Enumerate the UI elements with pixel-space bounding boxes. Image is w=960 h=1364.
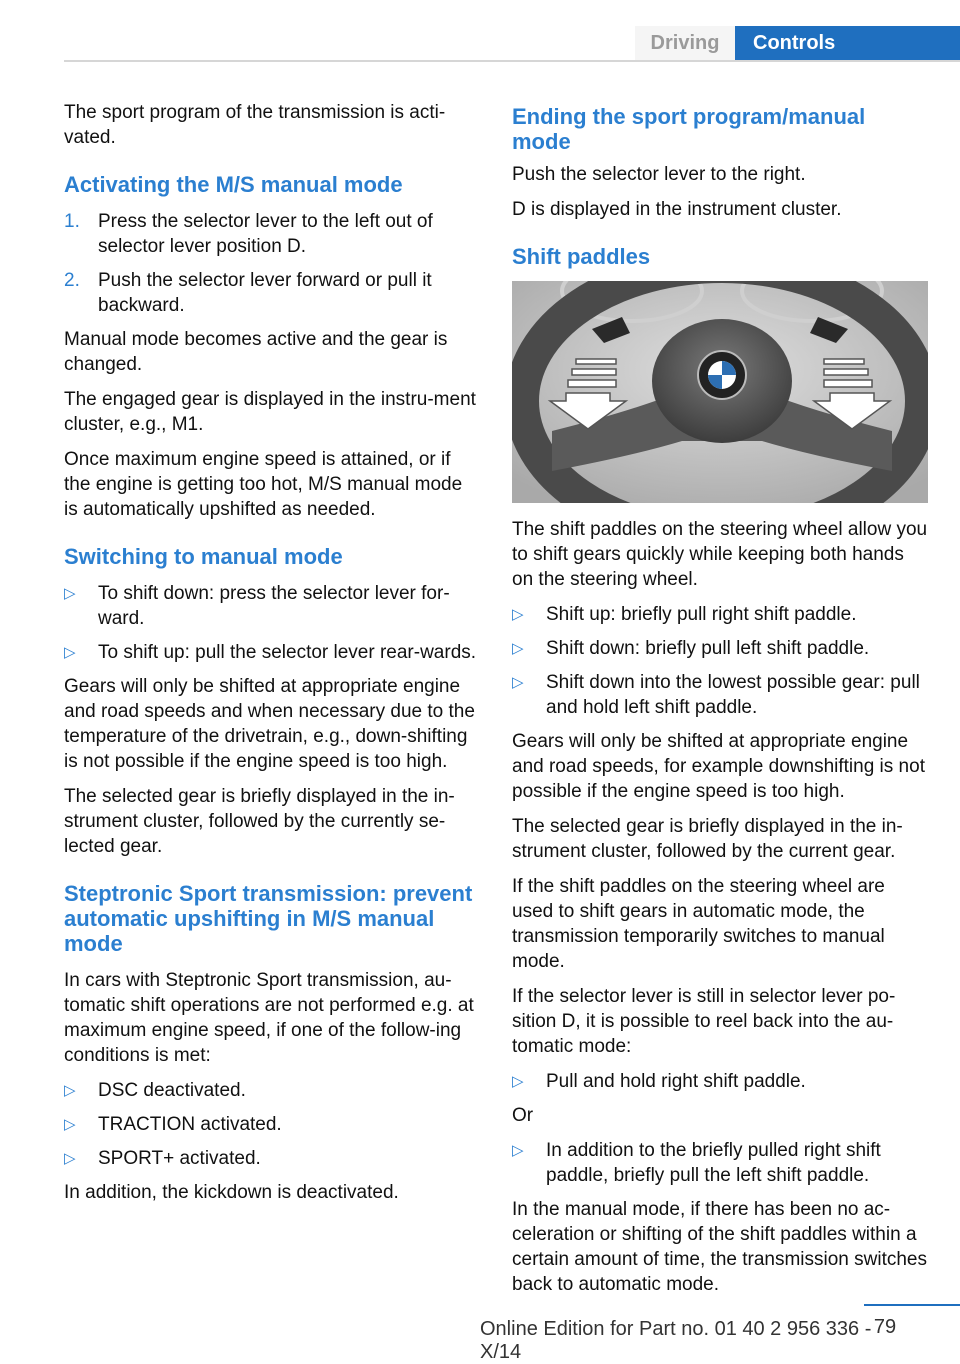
- step-text: Push the selector lever forward or pull it backward.: [98, 270, 432, 316]
- list-item-text: Pull and hold right shift paddle.: [546, 1071, 806, 1092]
- paragraph: The shift paddles on the steering wheel allow you to shift gears quickly while keeping both hands on the steering wheel.: [512, 519, 928, 590]
- triangle-bullet-icon: ▷: [512, 1142, 524, 1159]
- triangle-bullet-icon: ▷: [64, 1116, 76, 1133]
- triangle-bullet-icon: ▷: [512, 606, 524, 623]
- paragraph: If the shift paddles on the steering wheel are used to shift gears in automatic mode, the transmission temporarily switches to manual mode.: [512, 876, 885, 972]
- page-number: 79: [873, 1316, 897, 1338]
- conditions-list: [64, 1078, 480, 1171]
- triangle-bullet-icon: ▷: [512, 640, 524, 657]
- activation-steps: [64, 209, 480, 318]
- footer-rule: [864, 1304, 960, 1306]
- left-column: [64, 100, 480, 1215]
- tab-section-driving: Driving: [635, 26, 735, 60]
- list-item: [512, 602, 928, 627]
- list-item: [512, 636, 928, 661]
- triangle-bullet-icon: ▷: [64, 1082, 76, 1099]
- heading-switching-manual-mode: Switching to manual mode: [64, 544, 343, 569]
- steering-wheel-image: [512, 281, 928, 503]
- list-item-text: Shift up: briefly pull right shift paddle.: [546, 604, 857, 625]
- step-item: [64, 268, 480, 318]
- or-text: Or: [512, 1105, 534, 1126]
- list-item-text: SPORT+ activated.: [98, 1148, 261, 1169]
- paragraph: In addition, the kickdown is deactivated.: [64, 1182, 399, 1203]
- list-item-text: TRACTION activated.: [98, 1114, 282, 1135]
- triangle-bullet-icon: ▷: [64, 585, 76, 602]
- heading-activating-ms-mode: Activating the M/S manual mode: [64, 172, 403, 197]
- paragraph: If the selector lever is still in selector lever po‐sition D, it is possible to reel back into the au‐tomatic mode:: [512, 986, 896, 1057]
- paragraph: The engaged gear is displayed in the instru‐ment cluster, e.g., M1.: [64, 389, 476, 435]
- triangle-bullet-icon: ▷: [64, 1150, 76, 1167]
- list-item: [512, 670, 928, 720]
- list-item-text: To shift up: pull the selector lever rear‐wards.: [98, 642, 477, 663]
- reel-back-list-2: [512, 1138, 928, 1188]
- paragraph: The selected gear is briefly displayed in the in‐strument cluster, followed by the currently se‐lected gear.: [64, 786, 455, 857]
- steering-wheel-illustration: [512, 281, 928, 503]
- list-item: [64, 1146, 480, 1171]
- list-item-text: To shift down: press the selector lever for‐ward.: [98, 583, 450, 629]
- list-item-text: Shift down into the lowest possible gear: pull and hold left shift paddle.: [546, 672, 920, 718]
- switching-list: [64, 581, 480, 665]
- heading-shift-paddles: Shift paddles: [512, 244, 651, 269]
- list-item-text: In addition to the briefly pulled right shift paddle, briefly pull the left shift paddle.: [546, 1140, 881, 1186]
- step-text: Press the selector lever to the left out of selector lever position D.: [98, 211, 433, 257]
- tab-chapter-controls: Controls: [735, 26, 960, 62]
- paragraph: Manual mode becomes active and the gear is changed.: [64, 329, 448, 375]
- step-number: 2.: [64, 270, 80, 291]
- paragraph: Gears will only be shifted at appropriate engine and road speeds and when necessary due to the temperature of the drivetrain, e.g., down‐shifting is not possible if the engine speed is too high.: [64, 676, 475, 772]
- paragraph: In the manual mode, if there has been no ac‐celeration or shifting of the shift paddles within a certain amount of time, the transmission switches back to automatic mode.: [512, 1199, 928, 1295]
- list-item-text: Shift down: briefly pull left shift paddle.: [546, 638, 870, 659]
- paragraph: Once maximum engine speed is attained, or if the engine is getting too hot, M/S manual mode is automatically upshifted as needed.: [64, 449, 463, 520]
- paragraph: The selected gear is briefly displayed in the in‐strument cluster, followed by the current gear.: [512, 816, 903, 862]
- intro-paragraph: The sport program of the transmission is acti‐vated.: [64, 102, 446, 148]
- list-item-text: DSC deactivated.: [98, 1080, 246, 1101]
- paragraph: In cars with Steptronic Sport transmission, au‐tomatic shift operations are not performed e.g. at maximum engine speed, if one of the follow‐ing conditions is met:: [64, 970, 474, 1066]
- list-item: [512, 1138, 928, 1188]
- list-item: [64, 1078, 480, 1103]
- list-item: [64, 1112, 480, 1137]
- heading-steptronic-sport: Steptronic Sport transmission: prevent automatic upshifting in M/S manual mode: [64, 881, 473, 956]
- triangle-bullet-icon: ▷: [512, 1073, 524, 1090]
- triangle-bullet-icon: ▷: [512, 674, 524, 691]
- step-item: [64, 209, 480, 259]
- paragraph: D is displayed in the instrument cluster.: [512, 199, 842, 220]
- list-item: [512, 1069, 928, 1094]
- header-rule: [64, 60, 960, 62]
- list-item: [64, 640, 480, 665]
- paragraph: Gears will only be shifted at appropriate engine and road speeds, for example downshifting is not possible if the engine speed is too high.: [512, 731, 925, 802]
- right-column: [512, 100, 928, 1307]
- edition-note: Online Edition for Part no. 01 40 2 956 336 - X/14: [480, 1318, 872, 1363]
- heading-ending-sport-program: Ending the sport program/manual mode: [512, 104, 866, 154]
- list-item: [64, 581, 480, 631]
- step-number: 1.: [64, 211, 80, 232]
- triangle-bullet-icon: ▷: [64, 644, 76, 661]
- paragraph: Push the selector lever to the right.: [512, 164, 806, 185]
- reel-back-list-1: [512, 1069, 928, 1094]
- paddle-usage-list: [512, 602, 928, 720]
